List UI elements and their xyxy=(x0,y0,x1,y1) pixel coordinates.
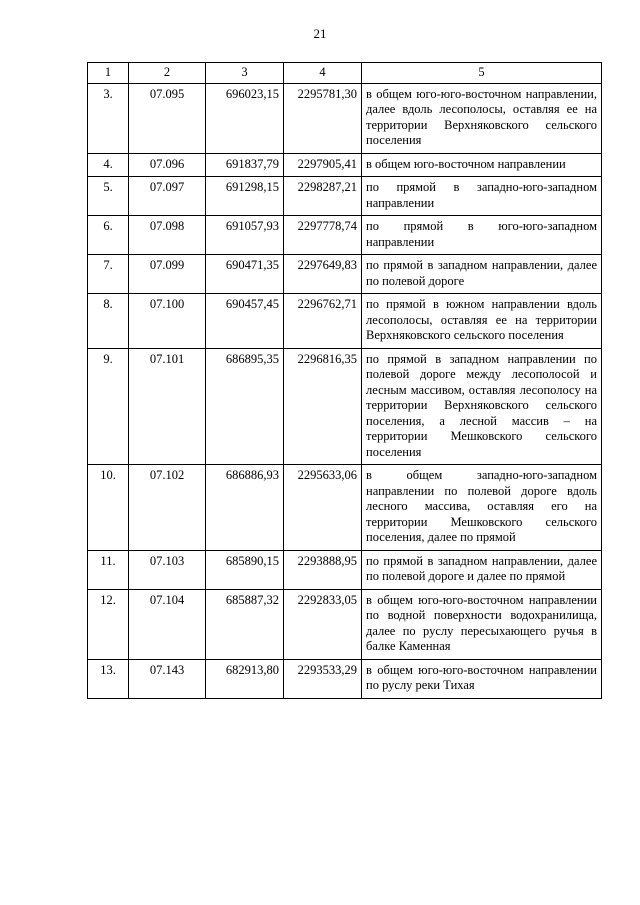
x-coordinate-cell: 691057,93 xyxy=(206,216,284,255)
column-header-1: 1 xyxy=(88,63,129,84)
direction-description-cell: по прямой в западном направлении по полевой дороге между лесополосой и лесным массивом, оставляя лесополосу на территории Верхняковского сельского поселения, а лесной массив – на территории Мешковского сельского поселения xyxy=(362,348,602,465)
direction-description-cell: в общем юго-восточном направлении xyxy=(362,153,602,177)
direction-description-cell: по прямой в западно-юго-западном направлении xyxy=(362,177,602,216)
y-coordinate-cell: 2292833,05 xyxy=(284,589,362,659)
point-code-cell: 07.102 xyxy=(129,465,206,551)
direction-description-cell: в общем юго-юго-восточном направлении по водной поверхности водохранилища, далее по руслу пересыхающего ручья в балке Каменная xyxy=(362,589,602,659)
direction-description-cell: по прямой в южном направлении вдоль лесополосы, оставляя ее на территории Верхняковского сельского поселения xyxy=(362,294,602,349)
y-coordinate-cell: 2293533,29 xyxy=(284,659,362,698)
boundary-table xyxy=(87,62,602,699)
point-code-cell: 07.103 xyxy=(129,550,206,589)
table-row xyxy=(88,550,602,589)
x-coordinate-cell: 682913,80 xyxy=(206,659,284,698)
point-code-cell: 07.096 xyxy=(129,153,206,177)
table-row xyxy=(88,659,602,698)
point-code-cell: 07.101 xyxy=(129,348,206,465)
point-code-cell: 07.104 xyxy=(129,589,206,659)
direction-description-cell: по прямой в западном направлении, далее по полевой дороге и далее по прямой xyxy=(362,550,602,589)
point-code-cell: 07.097 xyxy=(129,177,206,216)
y-coordinate-cell: 2293888,95 xyxy=(284,550,362,589)
row-number-cell: 9. xyxy=(88,348,129,465)
y-coordinate-cell: 2295781,30 xyxy=(284,83,362,153)
table-row xyxy=(88,177,602,216)
y-coordinate-cell: 2297649,83 xyxy=(284,255,362,294)
column-header-4: 4 xyxy=(284,63,362,84)
table-row xyxy=(88,83,602,153)
x-coordinate-cell: 691837,79 xyxy=(206,153,284,177)
direction-description-cell: по прямой в западном направлении, далее по полевой дороге xyxy=(362,255,602,294)
row-number-cell: 12. xyxy=(88,589,129,659)
point-code-cell: 07.143 xyxy=(129,659,206,698)
column-header-3: 3 xyxy=(206,63,284,84)
table-row xyxy=(88,465,602,551)
row-number-cell: 5. xyxy=(88,177,129,216)
y-coordinate-cell: 2297905,41 xyxy=(284,153,362,177)
table-row xyxy=(88,153,602,177)
y-coordinate-cell: 2296816,35 xyxy=(284,348,362,465)
row-number-cell: 11. xyxy=(88,550,129,589)
table-header-row xyxy=(88,63,602,84)
point-code-cell: 07.095 xyxy=(129,83,206,153)
direction-description-cell: в общем юго-юго-восточном направлении, далее вдоль лесополосы, оставляя ее на территории Верхняковского сельского поселения xyxy=(362,83,602,153)
y-coordinate-cell: 2296762,71 xyxy=(284,294,362,349)
direction-description-cell: в общем западно-юго-западном направлении по полевой дороге вдоль лесного массива, оставляя его на территории Мешковского сельского поселения, далее по прямой xyxy=(362,465,602,551)
row-number-cell: 8. xyxy=(88,294,129,349)
x-coordinate-cell: 686895,35 xyxy=(206,348,284,465)
table-row xyxy=(88,255,602,294)
x-coordinate-cell: 690457,45 xyxy=(206,294,284,349)
point-code-cell: 07.099 xyxy=(129,255,206,294)
row-number-cell: 10. xyxy=(88,465,129,551)
column-header-5: 5 xyxy=(362,63,602,84)
table-row xyxy=(88,216,602,255)
row-number-cell: 7. xyxy=(88,255,129,294)
x-coordinate-cell: 696023,15 xyxy=(206,83,284,153)
row-number-cell: 4. xyxy=(88,153,129,177)
table-row xyxy=(88,348,602,465)
column-header-2: 2 xyxy=(129,63,206,84)
page-number: 21 xyxy=(313,26,327,41)
point-code-cell: 07.100 xyxy=(129,294,206,349)
y-coordinate-cell: 2297778,74 xyxy=(284,216,362,255)
y-coordinate-cell: 2298287,21 xyxy=(284,177,362,216)
row-number-cell: 3. xyxy=(88,83,129,153)
direction-description-cell: в общем юго-юго-восточном направлении по руслу реки Тихая xyxy=(362,659,602,698)
table-row xyxy=(88,294,602,349)
table-row xyxy=(88,589,602,659)
row-number-cell: 6. xyxy=(88,216,129,255)
y-coordinate-cell: 2295633,06 xyxy=(284,465,362,551)
direction-description-cell: по прямой в юго-юго-западном направлении xyxy=(362,216,602,255)
x-coordinate-cell: 691298,15 xyxy=(206,177,284,216)
row-number-cell: 13. xyxy=(88,659,129,698)
x-coordinate-cell: 686886,93 xyxy=(206,465,284,551)
point-code-cell: 07.098 xyxy=(129,216,206,255)
x-coordinate-cell: 685890,15 xyxy=(206,550,284,589)
x-coordinate-cell: 685887,32 xyxy=(206,589,284,659)
x-coordinate-cell: 690471,35 xyxy=(206,255,284,294)
